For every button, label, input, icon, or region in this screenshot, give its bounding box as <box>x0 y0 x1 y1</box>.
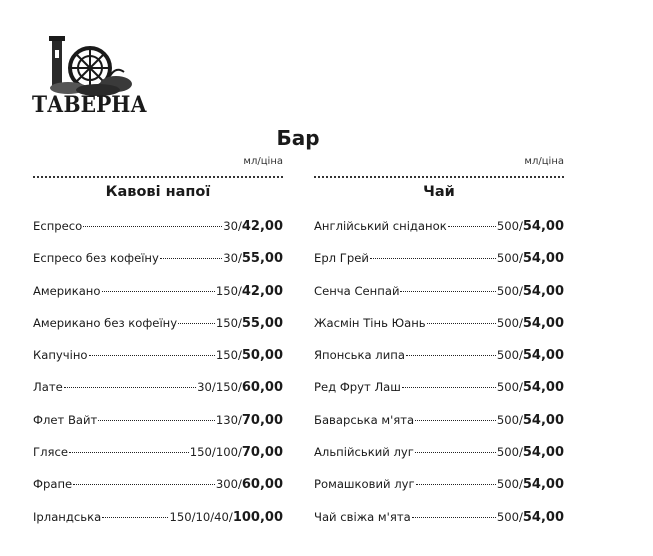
item-price: 55,00 <box>241 251 283 267</box>
dot-leader <box>406 355 496 356</box>
item-name: Еспресо без кофеїну <box>33 251 159 266</box>
dot-leader <box>73 484 215 485</box>
dot-leader <box>415 420 496 421</box>
menu-item: Баварська м'ята 500 / 54,00 <box>314 412 564 428</box>
item-name: Ред Фрут Лаш <box>314 380 401 395</box>
item-volume: 500 <box>496 412 519 427</box>
item-volume: 300 <box>215 477 238 492</box>
item-name: Капучіно <box>33 348 88 363</box>
menu-item: Альпійський луг 500 / 54,00 <box>314 445 564 461</box>
menu-item: Еспресо 30 / 42,00 <box>33 219 283 234</box>
dot-leader <box>402 387 496 388</box>
menu-item: Ромашковий луг 500 / 54,00 <box>314 477 564 493</box>
menu-item: Ірландська 150/10/40 / 100,00 <box>33 509 283 525</box>
coffee-items <box>33 219 283 542</box>
dot-leader <box>416 484 496 485</box>
unit-header <box>314 156 564 170</box>
item-volume: 500 <box>496 283 519 298</box>
item-volume: 150 <box>215 315 238 330</box>
unit-header <box>33 156 283 170</box>
dot-leader <box>89 355 215 356</box>
item-price: 42,00 <box>241 283 283 299</box>
item-price: 70,00 <box>241 412 283 428</box>
item-volume: 130 <box>215 412 238 427</box>
section-title-tea: Чай <box>423 184 455 200</box>
dot-leader <box>178 323 215 324</box>
item-volume: 500 <box>496 380 519 395</box>
logo-text: ТАВЕРНА <box>32 92 147 118</box>
item-price: 54,00 <box>522 348 564 364</box>
item-name: Американо без кофеїну <box>33 315 178 330</box>
unit-header-price: ціна <box>541 156 564 167</box>
dot-leader <box>98 420 215 421</box>
item-name: Японська липа <box>314 348 405 363</box>
item-volume: 150/10/40 <box>169 509 229 524</box>
item-volume: 150 <box>215 283 238 298</box>
menu-item: Сенча Сенпай 500 / 54,00 <box>314 283 564 299</box>
menu-item: Ерл Грей 500 / 54,00 <box>314 251 564 267</box>
dot-leader <box>69 452 189 453</box>
dot-leader <box>415 452 496 453</box>
unit-header-volume: мл/ <box>243 156 261 167</box>
item-name: Ерл Грей <box>314 251 369 266</box>
item-name: Американо <box>33 283 101 298</box>
mill-wheel-icon <box>28 30 138 100</box>
item-name: Флет Вайт <box>33 412 98 427</box>
item-price: 54,00 <box>522 219 564 234</box>
item-price: 100,00 <box>232 509 283 525</box>
dotted-separator <box>33 176 283 178</box>
item-price: 55,00 <box>241 315 283 331</box>
item-price: 54,00 <box>522 283 564 299</box>
menu-item: Американо без кофеїну 150 / 55,00 <box>33 315 283 331</box>
item-price: 60,00 <box>241 380 283 396</box>
item-name: Чай свіжа м'ята <box>314 509 411 524</box>
item-price: 54,00 <box>522 315 564 331</box>
menu-item: Фрапе 300 / 60,00 <box>33 477 283 493</box>
dot-leader <box>448 226 496 227</box>
dot-leader <box>160 258 222 259</box>
item-volume: 500 <box>496 477 519 492</box>
item-name: Баварська м'ята <box>314 412 415 427</box>
tea-items <box>314 219 564 542</box>
menu-item: Ред Фрут Лаш 500 / 54,00 <box>314 380 564 396</box>
dot-leader <box>102 517 168 518</box>
item-price: 50,00 <box>241 348 283 364</box>
menu-item: Флет Вайт 130 / 70,00 <box>33 412 283 428</box>
menu-item: Жасмін Тінь Юань 500 / 54,00 <box>314 315 564 331</box>
item-volume: 500 <box>496 509 519 524</box>
item-price: 54,00 <box>522 380 564 396</box>
dot-leader <box>400 291 495 292</box>
item-price: 54,00 <box>522 251 564 267</box>
item-name: Глясе <box>33 445 68 460</box>
item-name: Альпійський луг <box>314 445 414 460</box>
dot-leader <box>427 323 496 324</box>
item-price: 54,00 <box>522 412 564 428</box>
dot-leader <box>370 258 496 259</box>
taverna-logo <box>28 30 147 120</box>
item-volume: 150/100 <box>189 445 238 460</box>
item-volume: 30 <box>223 251 238 266</box>
unit-header-volume: мл/ <box>524 156 542 167</box>
item-price: 60,00 <box>241 477 283 493</box>
item-name: Сенча Сенпай <box>314 283 400 298</box>
section-title-coffee: Кавові напої <box>105 184 211 200</box>
item-volume: 500 <box>496 219 519 233</box>
item-name: Жасмін Тінь Юань <box>314 315 426 330</box>
coffee-column <box>33 156 283 542</box>
item-volume: 500 <box>496 348 519 363</box>
item-name: Фрапе <box>33 477 73 492</box>
menu-item: Еспресо без кофеїну 30 / 55,00 <box>33 251 283 267</box>
page-title: Бар <box>276 126 320 150</box>
menu-item: Капучіно 150 / 50,00 <box>33 348 283 364</box>
item-name: Еспресо <box>33 219 83 233</box>
menu-item: Англійський сніданок 500 / 54,00 <box>314 219 564 234</box>
dot-leader <box>102 291 215 292</box>
menu-item: Глясе 150/100 / 70,00 <box>33 445 283 461</box>
dot-leader <box>412 517 496 518</box>
item-volume: 30/150 <box>197 380 238 395</box>
item-name: Ромашковий луг <box>314 477 415 492</box>
item-name: Ірландська <box>33 509 102 524</box>
menu-item: Японська липа 500 / 54,00 <box>314 348 564 364</box>
menu-item: Американо 150 / 42,00 <box>33 283 283 299</box>
dot-leader <box>83 226 222 227</box>
tea-column <box>314 156 564 542</box>
unit-header-price: ціна <box>260 156 283 167</box>
dotted-separator <box>314 176 564 178</box>
item-price: 42,00 <box>241 219 283 234</box>
item-price: 54,00 <box>522 445 564 461</box>
item-volume: 500 <box>496 315 519 330</box>
item-name: Англійський сніданок <box>314 219 447 233</box>
item-volume: 500 <box>496 445 519 460</box>
item-volume: 30 <box>223 219 238 233</box>
dot-leader <box>64 387 196 388</box>
item-price: 54,00 <box>522 509 564 525</box>
item-price: 70,00 <box>241 445 283 461</box>
item-volume: 500 <box>496 251 519 266</box>
item-volume: 150 <box>215 348 238 363</box>
item-name: Лате <box>33 380 63 395</box>
menu-item: Чай свіжа м'ята 500 / 54,00 <box>314 509 564 525</box>
item-price: 54,00 <box>522 477 564 493</box>
menu-item: Лате 30/150 / 60,00 <box>33 380 283 396</box>
